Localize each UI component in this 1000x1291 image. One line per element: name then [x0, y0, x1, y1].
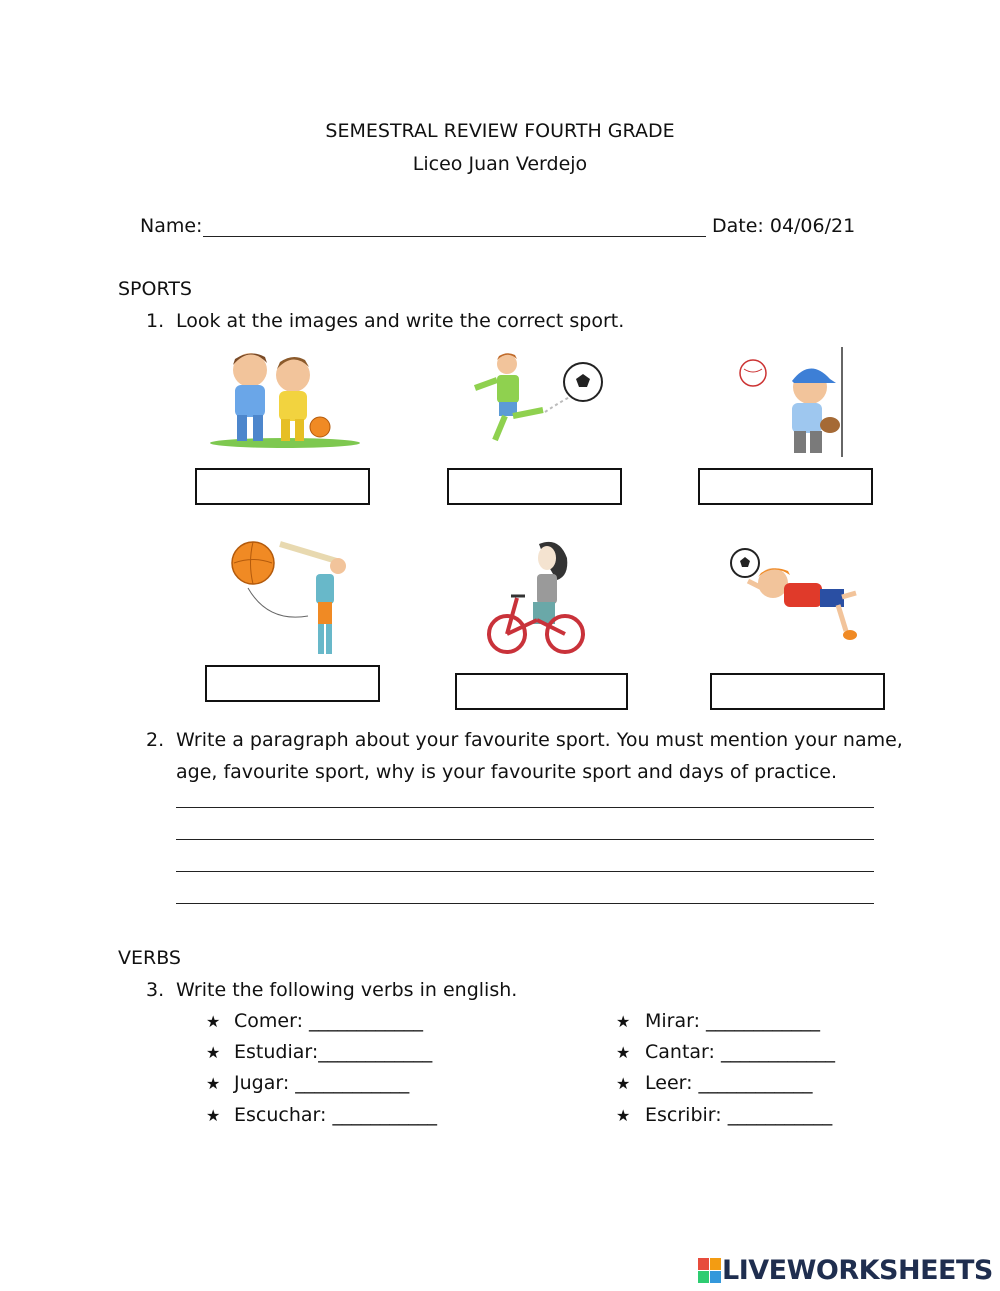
school-name: Liceo Juan Verdejo — [412, 153, 588, 175]
star-icon: ★ — [616, 1012, 631, 1031]
verb-mirar[interactable]: Mirar: ____________ — [645, 1010, 821, 1032]
paragraph-line-1[interactable] — [176, 807, 874, 808]
verb-cantar[interactable]: Cantar: ____________ — [645, 1041, 835, 1063]
basketball-players-image — [205, 345, 365, 450]
liveworksheets-brand-text: LIVEWORKSHEETS — [722, 1255, 993, 1286]
q1-text: Look at the images and write the correct sport. — [176, 310, 625, 332]
liveworksheets-logo[interactable] — [698, 1256, 993, 1286]
q2-text-line2: age, favourite sport, why is your favourite sport and days of practice. — [176, 761, 838, 783]
soccer-kick-image — [465, 350, 610, 450]
star-icon: ★ — [206, 1043, 221, 1062]
boy-diving-for-ball-image — [728, 545, 863, 645]
name-label: Name: — [140, 215, 203, 237]
star-icon: ★ — [206, 1074, 221, 1093]
star-icon: ★ — [616, 1106, 631, 1125]
batter-with-ball-image — [228, 538, 358, 663]
answer-box-2[interactable] — [447, 468, 622, 505]
baseball-pitcher-image — [720, 345, 880, 460]
q1-number: 1. — [146, 310, 165, 332]
verb-jugar[interactable]: Jugar: ____________ — [234, 1072, 410, 1094]
answer-box-1[interactable] — [195, 468, 370, 505]
q3-text: Write the following verbs in english. — [176, 979, 518, 1001]
star-icon: ★ — [616, 1043, 631, 1062]
star-icon: ★ — [206, 1012, 221, 1031]
girl-cycling-image — [487, 536, 589, 661]
star-icon: ★ — [206, 1106, 221, 1125]
answer-box-3[interactable] — [698, 468, 873, 505]
worksheet-title: SEMESTRAL REVIEW FOURTH GRADE — [325, 120, 675, 142]
q2-number: 2. — [146, 729, 165, 751]
q2-text-line1: Write a paragraph about your favourite sport. You must mention your name, — [176, 729, 903, 751]
answer-box-5[interactable] — [455, 673, 628, 710]
date-label: Date: 04/06/21 — [712, 215, 856, 237]
liveworksheets-logo-icon — [698, 1258, 722, 1284]
paragraph-line-4[interactable] — [176, 903, 874, 904]
answer-box-6[interactable] — [710, 673, 885, 710]
sports-heading: SPORTS — [118, 278, 192, 300]
verbs-heading: VERBS — [118, 947, 181, 969]
verb-leer[interactable]: Leer: ____________ — [645, 1072, 813, 1094]
q3-number: 3. — [146, 979, 165, 1001]
paragraph-line-3[interactable] — [176, 871, 874, 872]
answer-box-4[interactable] — [205, 665, 380, 702]
verb-escuchar[interactable]: Escuchar: ___________ — [234, 1104, 437, 1126]
verb-comer[interactable]: Comer: ____________ — [234, 1010, 424, 1032]
verb-estudiar[interactable]: Estudiar:____________ — [234, 1041, 433, 1063]
paragraph-line-2[interactable] — [176, 839, 874, 840]
verb-escribir[interactable]: Escribir: ___________ — [645, 1104, 833, 1126]
star-icon: ★ — [616, 1074, 631, 1093]
name-input-line[interactable] — [203, 236, 706, 237]
